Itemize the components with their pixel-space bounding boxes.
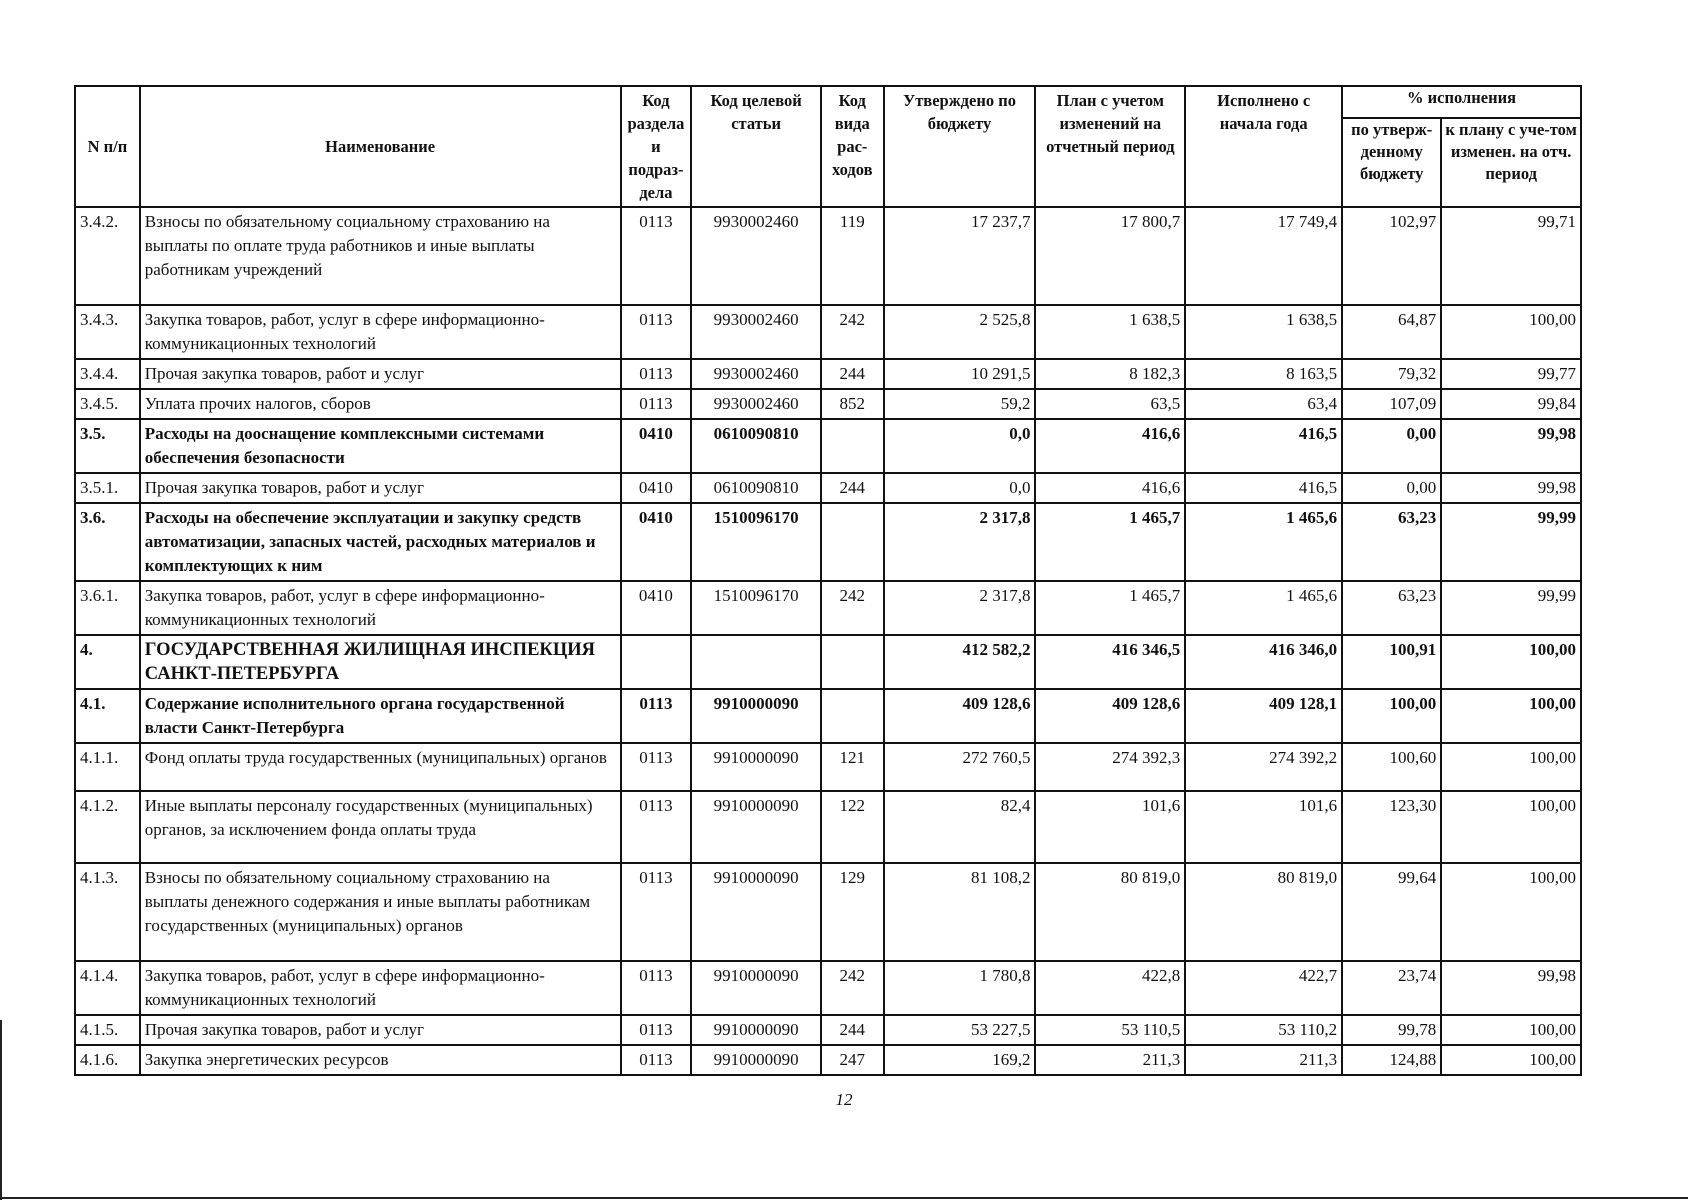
table-row: [75, 419, 1581, 473]
row-pct-budget: 23,74: [1342, 961, 1441, 1015]
row-pct-plan: 100,00: [1441, 791, 1581, 863]
row-target-code: 1510096170: [691, 503, 821, 581]
row-pct-budget: 0,00: [1342, 419, 1441, 473]
row-executed: 101,6: [1185, 791, 1342, 863]
row-name: Закупка товаров, работ, услуг в сфере информационно-коммуникационных технологий: [140, 305, 621, 359]
scan-edge-left: [0, 1020, 2, 1200]
scan-edge-bottom: [0, 1197, 1688, 1199]
row-expense-code: [821, 689, 884, 743]
row-executed: 80 819,0: [1185, 863, 1342, 961]
row-pct-plan: 100,00: [1441, 635, 1581, 689]
row-name: Прочая закупка товаров, работ и услуг: [140, 1015, 621, 1045]
row-pct-plan: 99,98: [1441, 419, 1581, 473]
row-pct-budget: 79,32: [1342, 359, 1441, 389]
row-num: 3.4.5.: [75, 389, 140, 419]
row-executed: 409 128,1: [1185, 689, 1342, 743]
header-target-code: Код целевой статьи: [691, 86, 821, 207]
row-expense-code: 242: [821, 961, 884, 1015]
row-expense-code: 242: [821, 581, 884, 635]
header-plan: План с учетом изменений на отчетный период: [1035, 86, 1185, 207]
row-name: Прочая закупка товаров, работ и услуг: [140, 359, 621, 389]
row-section-code: 0410: [621, 503, 692, 581]
row-executed: 416 346,0: [1185, 635, 1342, 689]
row-target-code: 9930002460: [691, 389, 821, 419]
row-num: 3.4.2.: [75, 207, 140, 305]
row-approved: 10 291,5: [884, 359, 1036, 389]
row-approved: 412 582,2: [884, 635, 1036, 689]
row-target-code: 9910000090: [691, 791, 821, 863]
table-body: [75, 207, 1581, 1075]
row-section-code: 0113: [621, 689, 692, 743]
row-name: Закупка товаров, работ, услуг в сфере информационно-коммуникационных технологий: [140, 581, 621, 635]
row-plan: 80 819,0: [1035, 863, 1185, 961]
row-pct-budget: 64,87: [1342, 305, 1441, 359]
row-pct-budget: 63,23: [1342, 581, 1441, 635]
row-section-code: 0113: [621, 359, 692, 389]
row-num: 4.1.5.: [75, 1015, 140, 1045]
row-plan: 101,6: [1035, 791, 1185, 863]
row-plan: 409 128,6: [1035, 689, 1185, 743]
row-plan: 63,5: [1035, 389, 1185, 419]
row-pct-budget: 123,30: [1342, 791, 1441, 863]
row-num: 4.1.: [75, 689, 140, 743]
table-row: [75, 305, 1581, 359]
row-section-code: 0410: [621, 419, 692, 473]
row-pct-budget: 102,97: [1342, 207, 1441, 305]
row-approved: 0,0: [884, 419, 1036, 473]
row-plan: 416,6: [1035, 419, 1185, 473]
row-approved: 272 760,5: [884, 743, 1036, 791]
row-num: 4.1.3.: [75, 863, 140, 961]
row-approved: 169,2: [884, 1045, 1036, 1075]
row-num: 3.4.3.: [75, 305, 140, 359]
row-target-code: 0610090810: [691, 419, 821, 473]
row-plan: 422,8: [1035, 961, 1185, 1015]
header-name: Наименование: [140, 86, 621, 207]
row-num: 3.5.: [75, 419, 140, 473]
row-approved: 17 237,7: [884, 207, 1036, 305]
row-approved: 53 227,5: [884, 1015, 1036, 1045]
row-target-code: 9910000090: [691, 863, 821, 961]
row-num: 4.1.4.: [75, 961, 140, 1015]
row-pct-budget: 100,60: [1342, 743, 1441, 791]
row-plan: 53 110,5: [1035, 1015, 1185, 1045]
table-row: [75, 1045, 1581, 1075]
row-section-code: 0410: [621, 473, 692, 503]
table-row: [75, 503, 1581, 581]
row-executed: 63,4: [1185, 389, 1342, 419]
table-row: [75, 791, 1581, 863]
row-plan: 1 465,7: [1035, 503, 1185, 581]
row-target-code: 9930002460: [691, 305, 821, 359]
row-expense-code: 852: [821, 389, 884, 419]
row-pct-plan: 99,98: [1441, 961, 1581, 1015]
row-num: 4.1.6.: [75, 1045, 140, 1075]
row-approved: 2 317,8: [884, 503, 1036, 581]
row-pct-plan: 99,99: [1441, 581, 1581, 635]
row-pct-plan: 100,00: [1441, 1045, 1581, 1075]
row-target-code: 0610090810: [691, 473, 821, 503]
row-plan: 211,3: [1035, 1045, 1185, 1075]
table-row: [75, 743, 1581, 791]
row-plan: 1 465,7: [1035, 581, 1185, 635]
row-approved: 0,0: [884, 473, 1036, 503]
table-row: [75, 635, 1581, 689]
row-name: Фонд оплаты труда государственных (муниципальных) органов: [140, 743, 621, 791]
row-pct-plan: 99,71: [1441, 207, 1581, 305]
row-section-code: 0113: [621, 961, 692, 1015]
row-plan: 416,6: [1035, 473, 1185, 503]
row-approved: 82,4: [884, 791, 1036, 863]
row-pct-plan: 99,98: [1441, 473, 1581, 503]
row-num: 4.: [75, 635, 140, 689]
row-executed: 416,5: [1185, 473, 1342, 503]
row-name: Содержание исполнительного органа государственной власти Санкт-Петербурга: [140, 689, 621, 743]
row-expense-code: 244: [821, 359, 884, 389]
row-name: Закупка товаров, работ, услуг в сфере информационно-коммуникационных технологий: [140, 961, 621, 1015]
table-row: [75, 359, 1581, 389]
row-pct-budget: 0,00: [1342, 473, 1441, 503]
row-num: 4.1.2.: [75, 791, 140, 863]
row-name: ГОСУДАРСТВЕННАЯ ЖИЛИЩНАЯ ИНСПЕКЦИЯ САНКТ-ПЕТЕРБУРГА: [140, 635, 621, 689]
row-name: Закупка энергетических ресурсов: [140, 1045, 621, 1075]
row-target-code: 1510096170: [691, 581, 821, 635]
row-pct-plan: 99,99: [1441, 503, 1581, 581]
row-plan: 274 392,3: [1035, 743, 1185, 791]
row-expense-code: 244: [821, 473, 884, 503]
header-num: N п/п: [75, 86, 140, 207]
row-pct-plan: 100,00: [1441, 863, 1581, 961]
row-section-code: 0113: [621, 743, 692, 791]
row-plan: 17 800,7: [1035, 207, 1185, 305]
row-name: Расходы на дооснащение комплексными системами обеспечения безопасности: [140, 419, 621, 473]
header-pct-group: % исполнения: [1342, 86, 1581, 118]
row-pct-budget: 100,91: [1342, 635, 1441, 689]
table-row: [75, 581, 1581, 635]
row-expense-code: 247: [821, 1045, 884, 1075]
row-num: 3.5.1.: [75, 473, 140, 503]
row-executed: 274 392,2: [1185, 743, 1342, 791]
row-section-code: 0113: [621, 1015, 692, 1045]
row-expense-code: [821, 635, 884, 689]
row-executed: 53 110,2: [1185, 1015, 1342, 1045]
row-num: 3.6.: [75, 503, 140, 581]
table-row: [75, 207, 1581, 305]
row-approved: 1 780,8: [884, 961, 1036, 1015]
budget-execution-table: [74, 85, 1582, 1076]
row-pct-plan: 100,00: [1441, 743, 1581, 791]
row-section-code: 0113: [621, 207, 692, 305]
row-approved: 2 317,8: [884, 581, 1036, 635]
page-number: 12: [835, 1090, 853, 1109]
row-target-code: 9910000090: [691, 743, 821, 791]
row-section-code: [621, 635, 692, 689]
row-name: Иные выплаты персоналу государственных (муниципальных) органов, за исключением фонда оплаты труда: [140, 791, 621, 863]
row-num: 3.4.4.: [75, 359, 140, 389]
header-approved: Утверждено по бюджету: [884, 86, 1036, 207]
row-plan: 8 182,3: [1035, 359, 1185, 389]
row-section-code: 0113: [621, 305, 692, 359]
row-target-code: 9910000090: [691, 1045, 821, 1075]
row-num: 4.1.1.: [75, 743, 140, 791]
row-expense-code: 244: [821, 1015, 884, 1045]
row-expense-code: 121: [821, 743, 884, 791]
table-row: [75, 961, 1581, 1015]
row-approved: 2 525,8: [884, 305, 1036, 359]
row-executed: 8 163,5: [1185, 359, 1342, 389]
row-target-code: 9910000090: [691, 1015, 821, 1045]
row-approved: 409 128,6: [884, 689, 1036, 743]
row-pct-plan: 100,00: [1441, 1015, 1581, 1045]
row-expense-code: 242: [821, 305, 884, 359]
row-executed: 422,7: [1185, 961, 1342, 1015]
header-pct-plan: к плану с уче-том изменен. на отч. период: [1441, 118, 1581, 207]
row-pct-plan: 99,77: [1441, 359, 1581, 389]
row-pct-budget: 124,88: [1342, 1045, 1441, 1075]
row-name: Взносы по обязательному социальному страхованию на выплаты по оплате труда работников и иные выплаты работникам учреждений: [140, 207, 621, 305]
row-pct-plan: 99,84: [1441, 389, 1581, 419]
row-pct-budget: 63,23: [1342, 503, 1441, 581]
table-header-row: [75, 86, 1581, 118]
table-row: [75, 1015, 1581, 1045]
row-executed: 1 638,5: [1185, 305, 1342, 359]
row-approved: 81 108,2: [884, 863, 1036, 961]
header-executed: Исполнено с начала года: [1185, 86, 1342, 207]
row-expense-code: [821, 503, 884, 581]
row-pct-budget: 99,64: [1342, 863, 1441, 961]
row-pct-budget: 99,78: [1342, 1015, 1441, 1045]
row-approved: 59,2: [884, 389, 1036, 419]
row-section-code: 0113: [621, 863, 692, 961]
row-target-code: 9910000090: [691, 689, 821, 743]
row-executed: 211,3: [1185, 1045, 1342, 1075]
row-expense-code: [821, 419, 884, 473]
row-target-code: [691, 635, 821, 689]
row-name: Расходы на обеспечение эксплуатации и закупку средств автоматизации, запасных частей, расходных материалов и комплектующих к ним: [140, 503, 621, 581]
header-expense-code: Код вида рас-ходов: [821, 86, 884, 207]
table-row: [75, 473, 1581, 503]
row-section-code: 0113: [621, 389, 692, 419]
row-name: Взносы по обязательному социальному страхованию на выплаты денежного содержания и иные выплаты работникам государственных (муниципальных) органов: [140, 863, 621, 961]
row-pct-budget: 100,00: [1342, 689, 1441, 743]
row-plan: 1 638,5: [1035, 305, 1185, 359]
row-executed: 1 465,6: [1185, 503, 1342, 581]
row-num: 3.6.1.: [75, 581, 140, 635]
row-expense-code: 119: [821, 207, 884, 305]
header-pct-budget: по утверж-денному бюджету: [1342, 118, 1441, 207]
row-name: Уплата прочих налогов, сборов: [140, 389, 621, 419]
row-expense-code: 129: [821, 863, 884, 961]
row-expense-code: 122: [821, 791, 884, 863]
row-target-code: 9910000090: [691, 961, 821, 1015]
row-section-code: 0410: [621, 581, 692, 635]
table-row: [75, 389, 1581, 419]
table-row: [75, 689, 1581, 743]
row-target-code: 9930002460: [691, 207, 821, 305]
row-name: Прочая закупка товаров, работ и услуг: [140, 473, 621, 503]
row-executed: 17 749,4: [1185, 207, 1342, 305]
row-executed: 416,5: [1185, 419, 1342, 473]
row-section-code: 0113: [621, 1045, 692, 1075]
row-target-code: 9930002460: [691, 359, 821, 389]
header-section-code: Код раздела и подраз-дела: [621, 86, 692, 207]
row-plan: 416 346,5: [1035, 635, 1185, 689]
row-pct-plan: 100,00: [1441, 305, 1581, 359]
table-row: [75, 863, 1581, 961]
row-executed: 1 465,6: [1185, 581, 1342, 635]
row-pct-budget: 107,09: [1342, 389, 1441, 419]
row-section-code: 0113: [621, 791, 692, 863]
row-pct-plan: 100,00: [1441, 689, 1581, 743]
